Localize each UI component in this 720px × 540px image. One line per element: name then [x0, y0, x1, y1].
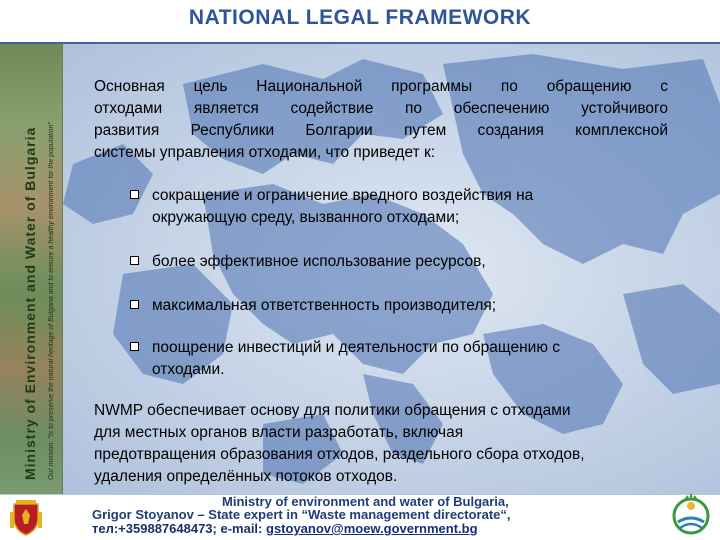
closing-line-4: удаления определённых потоков отходов.	[94, 468, 398, 485]
intro-paragraph	[94, 76, 668, 164]
list-item	[130, 337, 650, 381]
side-strip-mission-text: Our mission: "Is to preserve the natural heritage of Bulgaria and to ensure a healthy environment for the population"	[48, 122, 55, 480]
footer-author: Grigor Stoyanov – State expert in “Waste management directorate“,	[92, 507, 511, 522]
intro-line-3: развития Республики Болгарии путем создания комплексной	[94, 122, 668, 139]
side-photo-strip	[0, 44, 63, 494]
list-item	[130, 251, 650, 273]
bullet-text-line1: максимальная ответственность производителя;	[152, 297, 497, 314]
closing-line-2: для местных органов власти разработать, включая	[94, 424, 464, 441]
bullet-text-line1: поощрение инвестиций и деятельности по обращению с	[152, 339, 561, 356]
closing-line-1: NWMP обеспечивает основу для политики обращения с отходами	[94, 402, 571, 419]
footer-email-link[interactable]: gstoyanov@moew.government.bg	[266, 521, 478, 536]
bullet-text-line2: окружающую среду, вызванного отходами;	[152, 209, 460, 226]
checkbox-bullet-icon	[130, 342, 139, 351]
checkbox-bullet-icon	[130, 300, 139, 309]
checkbox-bullet-icon	[130, 256, 139, 265]
footer-phone: тел:+359887648473; e-mail:	[92, 521, 266, 536]
closing-line-3: предотвращения образования отходов, раздельного сбора отходов,	[94, 446, 585, 463]
intro-line-4: системы управления отходами, что приведет к:	[94, 144, 436, 161]
title-bar	[0, 0, 720, 44]
bullet-text-line1: более эффективное использование ресурсов,	[152, 253, 486, 270]
closing-paragraph	[94, 400, 670, 488]
intro-line-2: отходами является содействие по обеспечению устойчивого	[94, 100, 668, 117]
list-item	[130, 295, 650, 317]
side-strip-ministry-text: Ministry of Environment and Water of Bulgaria	[22, 126, 38, 480]
list-item	[130, 185, 650, 229]
page-title: NATIONAL LEGAL FRAMEWORK	[188, 6, 532, 29]
bullet-text-line2: отходами.	[152, 361, 225, 378]
footer-contact	[92, 521, 478, 536]
intro-line-1: Основная цель Национальной программы по обращению с	[94, 78, 668, 95]
bulgarian-coat-of-arms-icon	[6, 498, 46, 538]
checkbox-bullet-icon	[130, 190, 139, 199]
bullet-text-line1: сокращение и ограничение вредного воздействия на	[152, 187, 534, 204]
footer-ministry: Ministry of environment and water of Bulgaria,	[222, 494, 509, 509]
waste-management-logo-icon	[668, 492, 714, 538]
